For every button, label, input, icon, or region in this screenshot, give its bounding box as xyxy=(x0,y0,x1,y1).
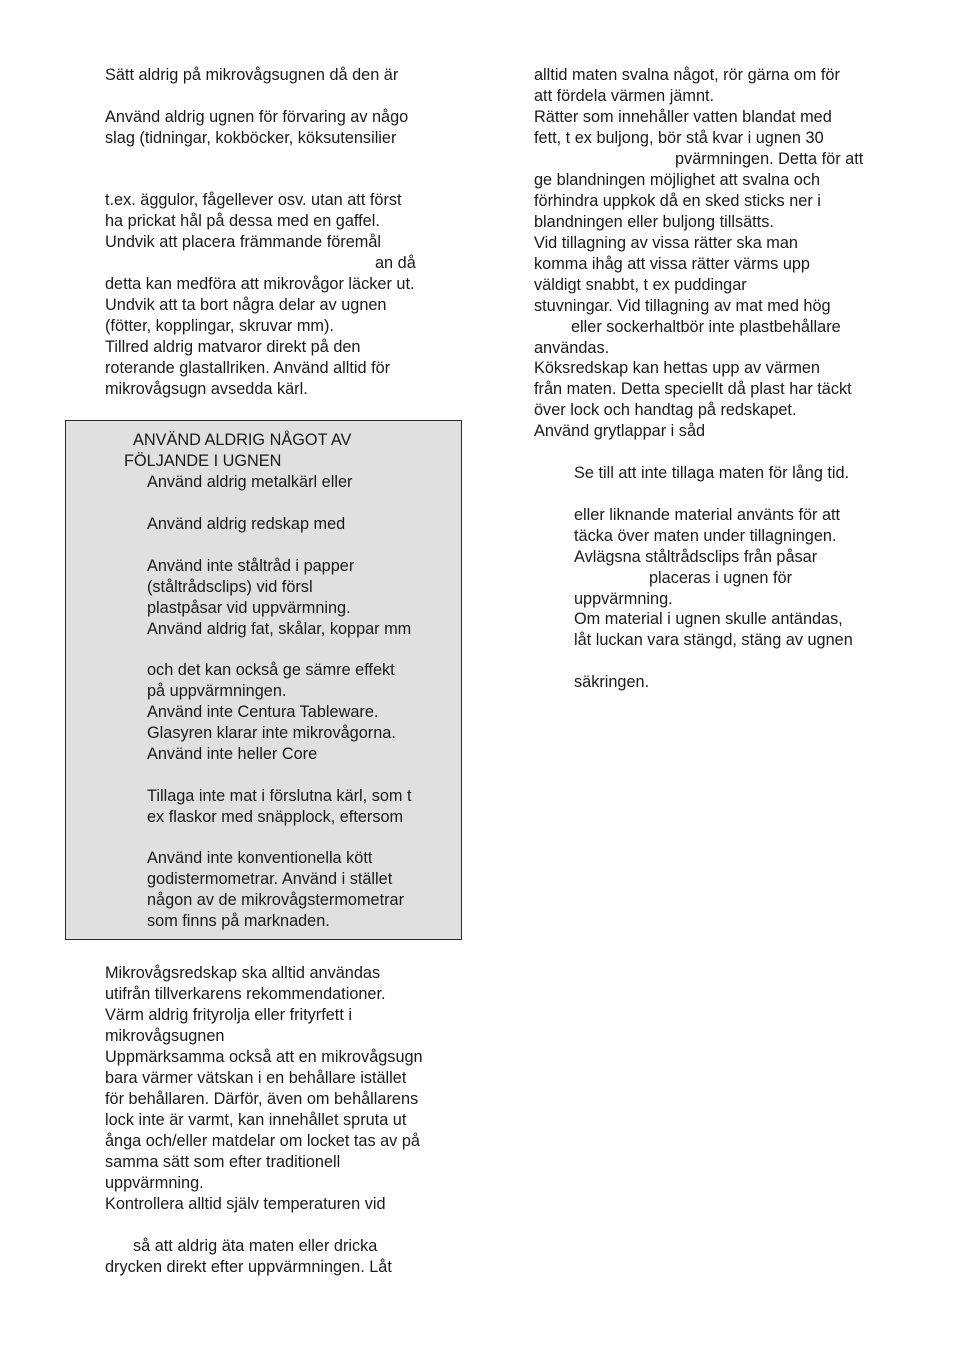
warning-box-line: och det kan också ge sämre effekt xyxy=(147,661,395,679)
text-line: (fötter, kopplingar, skruvar mm). xyxy=(105,317,334,335)
text-line: drycken direkt efter uppvärmningen. Låt xyxy=(105,1258,392,1276)
right-column xyxy=(477,0,954,1354)
warning-box-line: på uppvärmningen. xyxy=(147,682,287,700)
text-line: Använd aldrig ugnen för förvaring av någo xyxy=(105,108,409,126)
text-line: låt luckan vara stängd, stäng av ugnen xyxy=(574,631,853,649)
text-line: pvärmningen. Detta för att xyxy=(675,150,864,168)
warning-box-title: FÖLJANDE I UGNEN xyxy=(124,452,282,470)
warning-box-line: Glasyren klarar inte mikrovågorna. xyxy=(147,724,396,742)
text-line: lock inte är varmt, kan innehållet spruta ut xyxy=(105,1111,407,1129)
text-line: Om material i ugnen skulle antändas, xyxy=(574,610,843,628)
text-line: för behållaren. Därför, även om behållarens xyxy=(105,1090,419,1108)
text-line: Undvik att ta bort några delar av ugnen xyxy=(105,296,387,314)
text-line: användas. xyxy=(534,339,610,357)
warning-box-line: ex flaskor med snäpplock, eftersom xyxy=(147,808,404,826)
warning-box-line: plastpåsar vid uppvärmning. xyxy=(147,599,351,617)
text-line: slag (tidningar, kokböcker, köksutensilier xyxy=(105,129,397,147)
text-line: ånga och/eller matdelar om locket tas av på xyxy=(105,1132,420,1150)
text-line: Sätt aldrig på mikrovågsugnen då den är xyxy=(105,66,399,84)
text-line: bara värmer vätskan i en behållare istället xyxy=(105,1069,407,1087)
text-line: säkringen. xyxy=(574,673,650,691)
warning-box-line: Använd inte konventionella kött xyxy=(147,849,373,867)
warning-box-line: godistermometrar. Använd i stället xyxy=(147,870,393,888)
warning-box-line: Använd aldrig metalkärl eller xyxy=(147,473,353,491)
text-line: Kontrollera alltid själv temperaturen vid xyxy=(105,1195,386,1213)
warning-box-line: Tillaga inte mat i förslutna kärl, som t xyxy=(147,787,412,805)
text-line: från maten. Detta speciellt då plast har täckt xyxy=(534,380,852,398)
text-line: förhindra uppkok då en sked sticks ner i xyxy=(534,192,821,210)
text-line: Rätter som innehåller vatten blandat med xyxy=(534,108,832,126)
text-line: utifrån tillverkarens rekommendationer. xyxy=(105,985,386,1003)
text-line: komma ihåg att vissa rätter värms upp xyxy=(534,255,810,273)
text-line: ge blandningen möjlighet att svalna och xyxy=(534,171,821,189)
text-line: Använd grytlappar i såd xyxy=(534,422,706,440)
text-line: detta kan medföra att mikrovågor läcker ut. xyxy=(105,275,415,293)
warning-box-line: Använd aldrig redskap med xyxy=(147,515,346,533)
text-line: alltid maten svalna något, rör gärna om för xyxy=(534,66,840,84)
text-line: Se till att inte tillaga maten för lång tid. xyxy=(574,464,850,482)
warning-box-line: som finns på marknaden. xyxy=(147,912,330,930)
warning-box-line: någon av de mikrovågstermometrar xyxy=(147,891,404,909)
text-line: stuvningar. Vid tillagning av mat med hög xyxy=(534,297,831,315)
warning-box-title: ANVÄND ALDRIG NÅGOT AV xyxy=(133,431,352,449)
text-line: Köksredskap kan hettas upp av värmen xyxy=(534,359,820,377)
text-line: Tillred aldrig matvaror direkt på den xyxy=(105,338,361,356)
warning-box-line: Använd inte ståltråd i papper xyxy=(147,557,355,575)
text-line: Undvik att placera främmande föremål xyxy=(105,233,381,251)
text-line: Uppmärksamma också att en mikrovågsugn xyxy=(105,1048,423,1066)
text-line: uppvärmning. xyxy=(574,590,673,608)
text-line: mikrovågsugnen xyxy=(105,1027,225,1045)
text-line: samma sätt som efter traditionell xyxy=(105,1153,341,1171)
text-line: så att aldrig äta maten eller dricka xyxy=(133,1237,378,1255)
text-line: t.ex. äggulor, fågellever osv. utan att först xyxy=(105,191,402,209)
text-line: fett, t ex buljong, bör stå kvar i ugnen 30 xyxy=(534,129,824,147)
text-line: mikrovågsugn avsedda kärl. xyxy=(105,380,308,398)
text-line: att fördela värmen jämnt. xyxy=(534,87,715,105)
text-line: Mikrovågsredskap ska alltid användas xyxy=(105,964,381,982)
text-line: roterande glastallriken. Använd alltid för xyxy=(105,359,391,377)
text-line: över lock och handtag på redskapet. xyxy=(534,401,797,419)
text-line: eller sockerhaltbör inte plastbehållare xyxy=(571,318,841,336)
warning-box-line: Använd aldrig fat, skålar, koppar mm xyxy=(147,620,412,638)
text-line: Värm aldrig frityrolja eller frityrfett i xyxy=(105,1006,352,1024)
text-line: blandningen eller buljong tillsätts. xyxy=(534,213,774,231)
warning-box-line: Använd inte heller Core xyxy=(147,745,318,763)
text-line: an då xyxy=(375,254,416,272)
text-line: ha prickat hål på dessa med en gaffel. xyxy=(105,212,380,230)
warning-box-line: (ståltrådsclips) vid försl xyxy=(147,578,313,596)
text-line: Vid tillagning av vissa rätter ska man xyxy=(534,234,798,252)
text-line: väldigt snabbt, t ex puddingar xyxy=(534,276,747,294)
text-line: eller liknande material använts för att xyxy=(574,506,841,524)
warning-box-line: Använd inte Centura Tableware. xyxy=(147,703,379,721)
text-line: placeras i ugnen för xyxy=(649,569,793,587)
text-line: Avlägsna ståltrådsclips från påsar xyxy=(574,548,818,566)
text-line: täcka över maten under tillagningen. xyxy=(574,527,837,545)
text-line: uppvärmning. xyxy=(105,1174,204,1192)
